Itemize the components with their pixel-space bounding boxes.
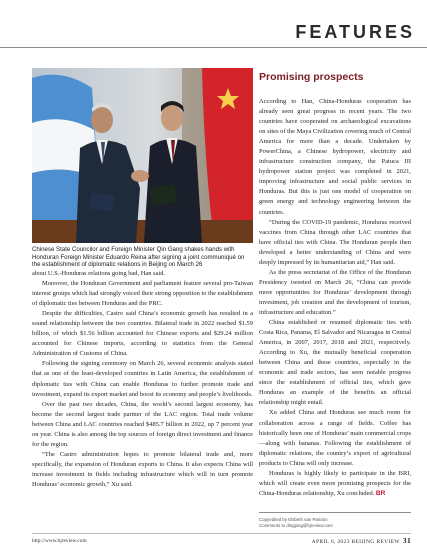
right-column	[259, 97, 411, 499]
paragraph: “The Castro administration hopes to promote bilateral trade and, more specifically, the expansion of Honduran exports to China. It also expects China will increase investment in fields including infrastructure which will in turn promote Honduras’ economic growth,” Xu said.	[32, 450, 253, 488]
footer-rule	[32, 533, 411, 534]
paragraph: China established or resumed diplomatic ties with Costa Rica, Panama, El Salvador and Nicaragua in Central America, in 2007, 2017, 2018 and 2021, respectively. According to Xu, the mutually beneficial cooperation between China and these countries, especially in the economic and trade sectors, has seen notable progress since the establishment of official ties, which gave Honduras an example of the benefits an official relationship might entail.	[259, 319, 411, 407]
paragraph: about U.S.-Honduras relations going bad, Han said.	[32, 270, 166, 277]
paragraph: According to Han, China-Honduras cooperation has already seen great progress in recent years. The two countries have cooperated on archaeological excavations on sites of the Maya Civilization covering much of Central America for more than a decade. Undertaken by PowerChina, a Chinese hydropower, electricity and infrastructure construction company, the Patuca III hydropower station project was completed in 2021, improving infrastructure and social public services in Honduras. But this is just one model of cooperation on green energy and technology engineering between the countries.	[259, 98, 411, 216]
section-title: FEATURES	[295, 22, 415, 42]
paragraph: Xu added China and Honduras see much room for collaboration across a range of fields. Coffee has historically been one of Honduras’ main commercial crops—along with bananas. Following the establishment of diplomatic relations, the country’s export of agricultural products to China will only increase.	[259, 409, 411, 467]
photo-caption: Chinese State Councilor and Foreign Minister Qin Gang shakes hands with Honduran Foreign Minister Eduardo Reina after signing a joint communiqué on the establishment of diplomatic relations in Beijing on March 26	[32, 246, 245, 269]
credits	[259, 517, 411, 529]
comments-email[interactable]: Comments to dingping@bjreview.com	[259, 523, 333, 528]
issue-label: APRIL 6, 2023 BEIJING REVIEW	[311, 539, 400, 545]
footer-url-link[interactable]: http://www.bjreview.com	[32, 538, 87, 544]
left-column	[32, 269, 253, 490]
header-rule	[0, 47, 427, 48]
paragraph-text: Honduras is highly likely to participate in the BRI, which will create even more promising prospects for the China-Honduras relationship, Xu concluded.	[259, 469, 411, 497]
paragraph: Over the past two decades, China, the world’s second largest economy, has become the second largest trade partner of the LAC region. Total trade volume between China and LAC countries reached $485.7 billion in 2022, up 7 percent year on year. China is also among the top sources of foreign direct investment and finance for the region.	[32, 400, 253, 448]
paragraph: “During the COVID-19 pandemic, Honduras received vaccines from China through other LAC countries that have official ties with China. The Honduran people then developed a better understanding of China and were deeply impressed by its humanitarian aid,” Han said.	[259, 218, 411, 266]
section-heading: Promising prospects	[259, 71, 364, 83]
news-photo	[32, 68, 253, 243]
paragraph: Moreover, the Honduran Government and parliament feature several pro-Taiwan interest groups which had strongly voiced their strong opposition to the establishment of diplomatic ties between Honduras and the PRC.	[32, 280, 253, 308]
credits-rule	[259, 512, 411, 513]
page-number: 31	[402, 536, 411, 545]
footer-issue	[312, 536, 411, 545]
paragraph: Despite the difficulties, Castro said China’s economic growth has resulted in a sound relationship between the two countries. Bilateral trade in 2022 reached $1.59 billion, of which $1.56 billion accounted for Chinese exports and $29.24 million accounted for Chinese imports, according to statistics from the General Administration of Customs of China.	[32, 310, 253, 358]
copyedit-credit: Copyedited by Elsbeth van Paridon	[259, 517, 328, 522]
paragraph: Following the signing ceremony on March 26, several economic analysts stated that as one of the least-developed countries in Latin America, the establishment of diplomatic ties with China can enable Honduras to further promote trade and investment, expand its export market and boost its economy and people’s livelihoods.	[32, 360, 253, 398]
end-mark: BR	[375, 489, 386, 497]
paragraph-last	[259, 469, 411, 499]
paragraph: As the press secretariat of the Office of the Honduran Presidency tweeted on March 26, “China can provide more opportunities for Honduras’ development through investment, job creation and the development of tourism, infrastructure and education.”	[259, 268, 411, 316]
